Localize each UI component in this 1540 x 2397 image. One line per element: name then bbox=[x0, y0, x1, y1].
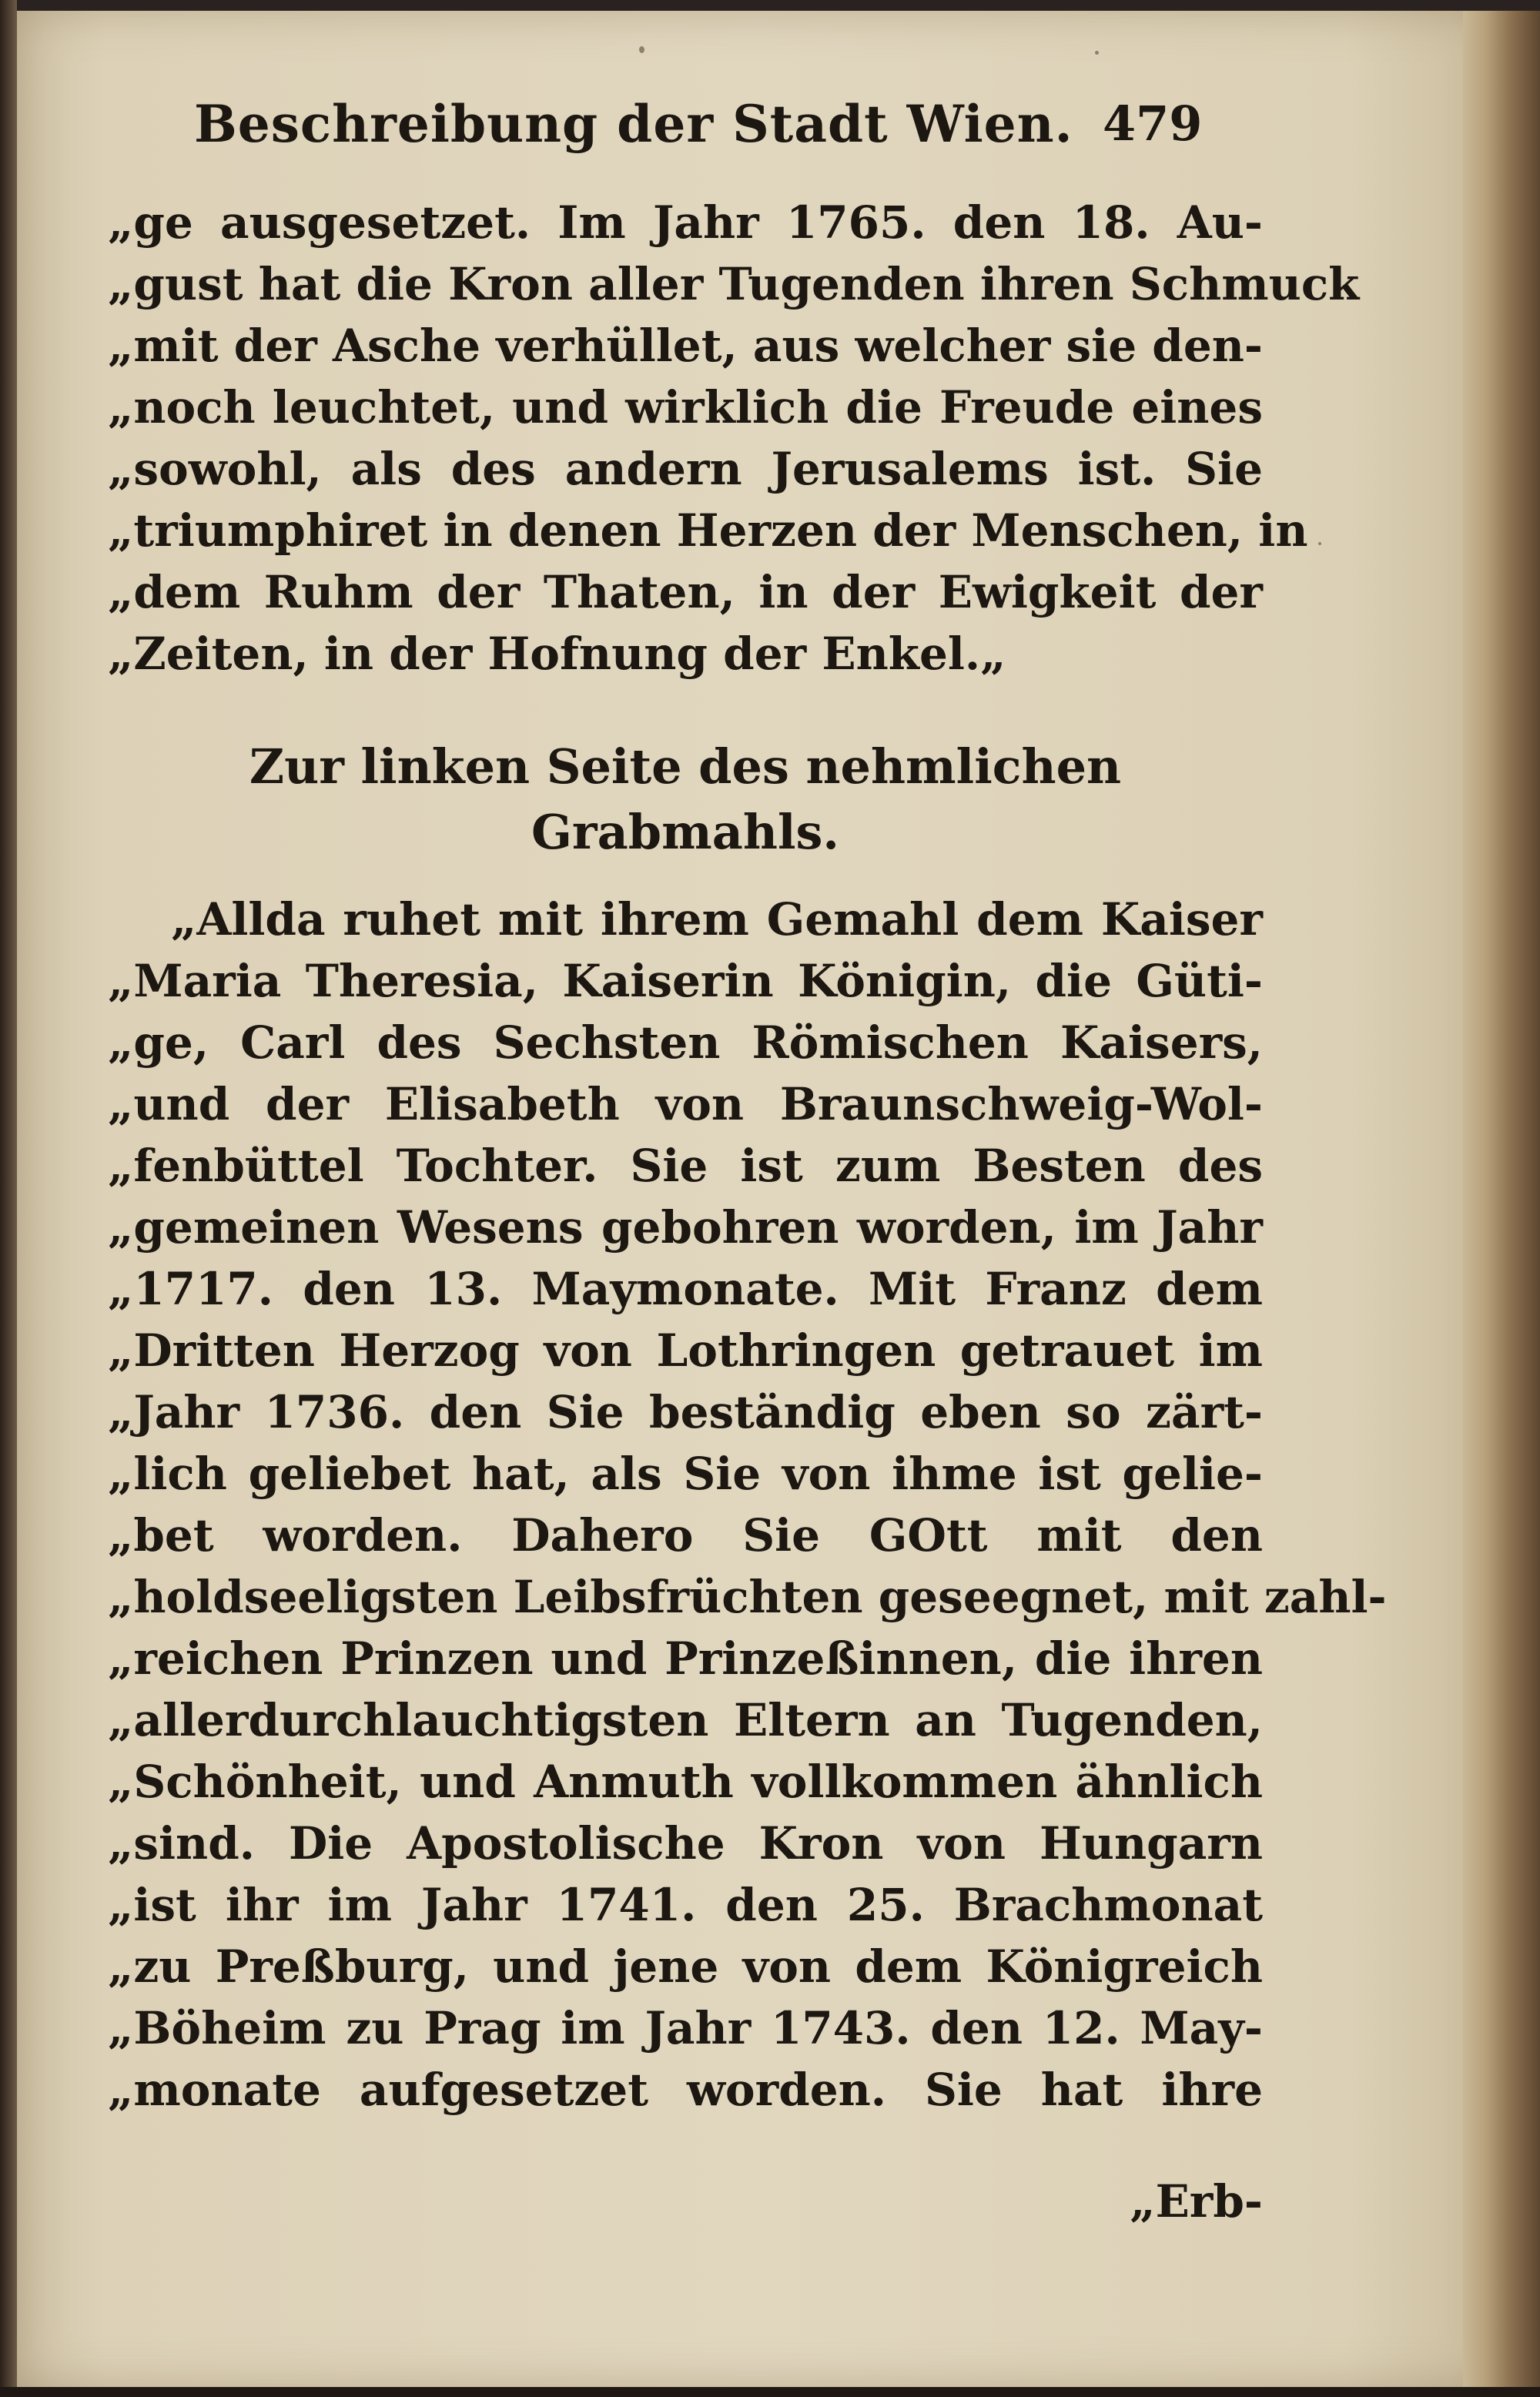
text-line: „mit der Asche verhüllet, aus welcher sie den- bbox=[108, 320, 1263, 372]
text-line: „Maria Theresia, Kaiserin Königin, die Güti- bbox=[108, 955, 1263, 1007]
section-heading-continued: Grabmahls. bbox=[531, 804, 840, 860]
text-line: „Jahr 1736. den Sie beständig eben so zärt- bbox=[108, 1386, 1263, 1438]
text-line: „ge ausgesetzet. Im Jahr 1765. den 18. Au- bbox=[108, 196, 1263, 249]
text-line: „Dritten Herzog von Lothringen getrauet im bbox=[108, 1324, 1263, 1377]
text-line: „Schönheit, und Anmuth vollkommen ähnlich bbox=[108, 1756, 1263, 1808]
running-head: Beschreibung der Stadt Wien. bbox=[194, 94, 1073, 154]
page-number: 479 bbox=[1103, 95, 1203, 152]
text-line: „allerdurchlauchtigsten Eltern an Tugenden, bbox=[108, 1694, 1263, 1746]
text-line: „1717. den 13. Maymonate. Mit Franz dem bbox=[108, 1263, 1263, 1315]
text-line: „holdseeligsten Leibsfrüchten geseegnet, mit zahl- bbox=[108, 1571, 1387, 1623]
text-line: „zu Preßburg, und jene von dem Königreich bbox=[108, 1940, 1263, 1993]
text-line: „fenbüttel Tochter. Sie ist zum Besten des bbox=[108, 1140, 1263, 1192]
text-line: „Zeiten, in der Hofnung der Enkel.„ bbox=[108, 628, 1006, 680]
ink-speck bbox=[1095, 51, 1099, 55]
text-line: „sind. Die Apostolische Kron von Hungarn bbox=[108, 1817, 1263, 1870]
text-line: „ist ihr im Jahr 1741. den 25. Brachmonat bbox=[108, 1879, 1263, 1931]
text-line: „lich geliebet hat, als Sie von ihme ist gelie- bbox=[108, 1448, 1263, 1500]
ink-speck bbox=[1318, 542, 1321, 545]
text-line: „noch leuchtet, und wirklich die Freude eines bbox=[108, 381, 1263, 434]
text-line: „Allda ruhet mit ihrem Gemahl dem Kaiser bbox=[171, 893, 1263, 946]
text-line: „ge, Carl des Sechsten Römischen Kaisers, bbox=[108, 1016, 1263, 1069]
text-line: „und der Elisabeth von Braunschweig-Wol- bbox=[108, 1078, 1263, 1130]
scan-border bbox=[0, 2387, 1540, 2397]
book-page bbox=[17, 11, 1494, 2387]
text-line: „Böheim zu Prag im Jahr 1743. den 12. May- bbox=[108, 2002, 1263, 2054]
text-line: „triumphiret in denen Herzen der Menschen, in bbox=[108, 504, 1308, 557]
text-line: „sowohl, als des andern Jerusalems ist. Sie bbox=[108, 443, 1263, 495]
text-line: „monate aufgesetzet worden. Sie hat ihre bbox=[108, 2064, 1263, 2116]
book-gutter bbox=[0, 0, 17, 2397]
ink-speck bbox=[639, 46, 644, 53]
catchword: „Erb- bbox=[1130, 2175, 1263, 2228]
text-line: „bet worden. Dahero Sie GOtt mit den bbox=[108, 1509, 1263, 1562]
text-line: „gemeinen Wesens gebohren worden, im Jahr bbox=[108, 1201, 1263, 1254]
section-heading: Zur linken Seite des nehmlichen bbox=[249, 738, 1122, 795]
text-line: „reichen Prinzen und Prinzeßinnen, die ihren bbox=[108, 1632, 1263, 1685]
page-fore-edge bbox=[1463, 11, 1540, 2387]
text-line: „gust hat die Kron aller Tugenden ihren Schmuck bbox=[108, 258, 1360, 310]
text-line: „dem Ruhm der Thaten, in der Ewigkeit der bbox=[108, 566, 1263, 618]
